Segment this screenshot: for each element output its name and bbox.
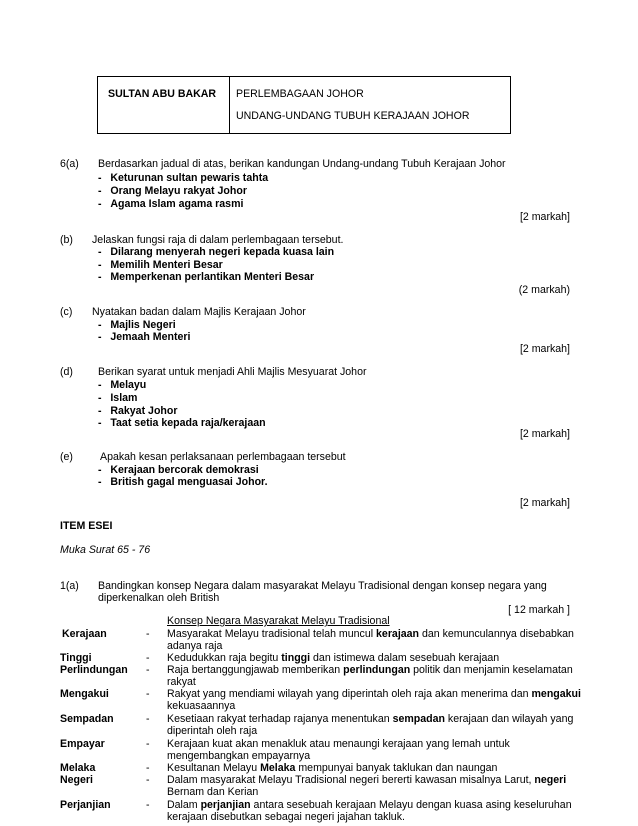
essay-pages: Muka Surat 65 - 76 [60,544,151,556]
concept-text-2: mengembangkan empayarnya [167,750,311,762]
concept-dash: - [146,652,150,664]
table-cell-left: SULTAN ABU BAKAR [108,88,217,100]
q6d-answer-4: - Taat setia kepada raja/kerajaan [98,417,266,429]
q6e-marks: [2 markah] [519,497,570,509]
q6e-question: Apakah kesan perlaksanaan perlembagaan tersebut [100,451,346,463]
q6b-question: Jelaskan fungsi raja di dalam perlembagaan tersebut. [92,234,344,246]
concept-dash: - [146,688,150,700]
concept-dash: - [146,664,150,676]
concept-dash: - [146,774,150,786]
q6a-answer-1: - Keturunan sultan pewaris tahta [98,172,269,184]
essay-question-1: Bandingkan konsep Negara dalam masyarakat Melayu Tradisional dengan konsep negara yang [98,580,547,592]
q6a-marks: [2 markah] [519,211,570,223]
q6e-answer-2: - British gagal menguasai Johor. [98,476,268,488]
table-cell-right-1: PERLEMBAGAAN JOHOR [236,88,364,100]
essay-heading: ITEM ESEI [60,520,113,532]
concept-text-2: diperintah oleh raja [167,725,258,737]
table-cell-right-2: UNDANG-UNDANG TUBUH KERAJAAN JOHOR [236,110,470,122]
q6b-number: (b) [60,234,73,246]
q6a-answer-3: - Agama Islam agama rasmi [98,198,244,210]
essay-marks: [ 12 markah ] [508,604,570,616]
concept-dash: - [146,628,150,640]
concept-term: Negeri [60,774,93,786]
concept-dash: - [146,762,150,774]
q6d-answer-3: - Rakyat Johor [98,405,178,417]
info-table [97,76,511,134]
q6c-answer-2: - Jemaah Menteri [98,331,191,343]
q6e-answer-1: - Kerajaan bercorak demokrasi [98,464,259,476]
concept-text-2: adanya raja [167,640,223,652]
q6b-answer-2: - Memilih Menteri Besar [98,259,223,271]
q6d-marks: [2 markah] [519,428,570,440]
concept-term: Kerajaan [62,628,107,640]
concept-term: Mengakui [60,688,109,700]
concept-text: Masyarakat Melayu tradisional telah muncul kerajaan dan kemunculannya disebabkan [167,628,574,640]
concept-dash: - [146,799,150,811]
concept-dash: - [146,713,150,725]
concept-text-2: Bernam dan Kerian [167,786,259,798]
concept-title: Konsep Negara Masyarakat Melayu Tradisional [167,615,390,627]
concept-text: Dalam perjanjian antara sesebuah kerajaan Melayu dengan kuasa asing keseluruhan [167,799,572,811]
concept-text: Kesetiaan rakyat terhadap rajanya menentukan sempadan kerajaan dan wilayah yang [167,713,574,725]
q6c-number: (c) [60,306,73,318]
concept-text: Raja bertanggungjawab memberikan perlindungan politik dan menjamin keselamatan [167,664,573,676]
q6d-question: Berikan syarat untuk menjadi Ahli Majlis Mesyuarat Johor [98,366,367,378]
table-divider [229,77,230,133]
q6d-answer-1: - Melayu [98,379,147,391]
concept-text: Kerajaan kuat akan menakluk atau menaungi kerajaan yang lemah untuk [167,738,510,750]
concept-term: Sempadan [60,713,114,725]
concept-text: Rakyat yang mendiami wilayah yang diperintah oleh raja akan menerima dan mengakui [167,688,581,700]
concept-text: Kesultanan Melayu Melaka mempunyai banyak taklukan dan naungan [167,762,498,774]
concept-text-2: kerajaan disebutkan sebagai negeri jajahan takluk. [167,811,405,823]
concept-term: Perjanjian [60,799,111,811]
concept-term: Melaka [60,762,96,774]
essay-question-2: diperkenalkan oleh British [98,592,220,604]
q6d-number: (d) [60,366,73,378]
essay-number: 1(a) [60,580,79,592]
q6b-answer-3: - Memperkenan perlantikan Menteri Besar [98,271,315,283]
q6a-answer-2: - Orang Melayu rakyat Johor [98,185,247,197]
q6e-number: (e) [60,451,73,463]
q6a-number: 6(a) [60,158,79,170]
concept-term: Perlindungan [60,664,128,676]
q6a-question: Berdasarkan jadual di atas, berikan kandungan Undang-undang Tubuh Kerajaan Johor [98,158,506,170]
q6c-marks: [2 markah] [519,343,570,355]
concept-term: Empayar [60,738,105,750]
q6d-answer-2: - Islam [98,392,138,404]
concept-text-2: rakyat [167,676,196,688]
concept-text: Dalam masyarakat Melayu Tradisional negeri bererti kawasan misalnya Larut, negeri [167,774,567,786]
concept-dash: - [146,738,150,750]
q6b-marks: (2 markah) [518,284,570,296]
q6c-answer-1: - Majlis Negeri [98,319,176,331]
concept-text-2: kekuasaannya [167,700,236,712]
concept-term: Tinggi [60,652,92,664]
q6b-answer-1: - Dilarang menyerah negeri kepada kuasa lain [98,246,335,258]
concept-text: Kedudukkan raja begitu tinggi dan istimewa dalam sesebuah kerajaan [167,652,500,664]
q6c-question: Nyatakan badan dalam Majlis Kerajaan Johor [92,306,306,318]
